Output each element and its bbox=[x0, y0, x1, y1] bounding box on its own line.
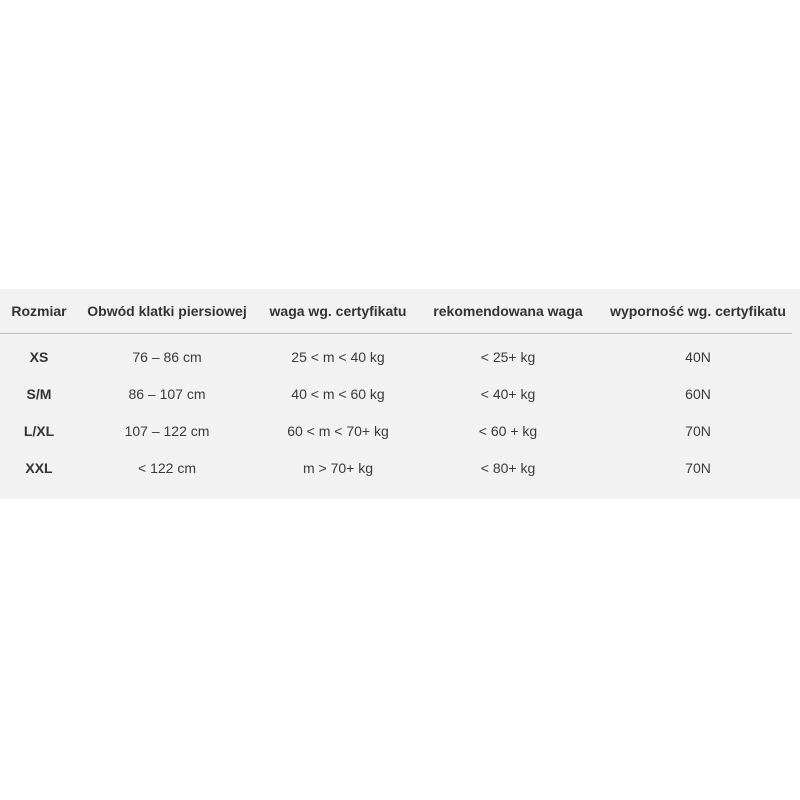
buoyancy-cell: 60N bbox=[685, 385, 711, 402]
table-row bbox=[0, 334, 800, 376]
buoyancy-cell: 40N bbox=[685, 348, 711, 365]
recommended-weight-cell: < 40+ kg bbox=[480, 385, 536, 402]
certified-weight-cell: 25 < m < 40 kg bbox=[291, 348, 385, 365]
header-size: Rozmiar bbox=[11, 303, 67, 319]
header-certified-buoyancy: wyporność wg. certyfikatu bbox=[610, 303, 786, 319]
header-certified-weight: waga wg. certyfikatu bbox=[269, 303, 407, 319]
header-recommended-weight: rekomendowana waga bbox=[433, 303, 583, 319]
recommended-weight-cell: < 25+ kg bbox=[480, 348, 536, 365]
chest-cell: 86 – 107 cm bbox=[128, 385, 206, 402]
size-cell: XS bbox=[29, 348, 49, 365]
header-chest-circumference: Obwód klatki piersiowej bbox=[87, 303, 247, 319]
table-row bbox=[0, 449, 800, 486]
size-chart-panel bbox=[0, 289, 800, 499]
size-cell: S/M bbox=[26, 385, 52, 402]
table-row bbox=[0, 375, 800, 412]
size-cell: XXL bbox=[25, 459, 53, 476]
chest-cell: 76 – 86 cm bbox=[132, 348, 202, 365]
size-chart-table bbox=[0, 289, 800, 486]
recommended-weight-cell: < 60 + kg bbox=[478, 422, 538, 439]
chest-cell: 107 – 122 cm bbox=[124, 422, 210, 439]
buoyancy-cell: 70N bbox=[685, 422, 711, 439]
certified-weight-cell: m > 70+ kg bbox=[302, 459, 374, 476]
table-row bbox=[0, 412, 800, 449]
header-divider-trim bbox=[792, 332, 800, 334]
certified-weight-cell: 40 < m < 60 kg bbox=[291, 385, 385, 402]
certified-weight-cell: 60 < m < 70+ kg bbox=[287, 422, 389, 439]
chest-cell: < 122 cm bbox=[138, 459, 196, 476]
size-cell: L/XL bbox=[23, 422, 55, 439]
recommended-weight-cell: < 80+ kg bbox=[480, 459, 536, 476]
table-header-row bbox=[0, 289, 800, 334]
buoyancy-cell: 70N bbox=[685, 459, 711, 476]
